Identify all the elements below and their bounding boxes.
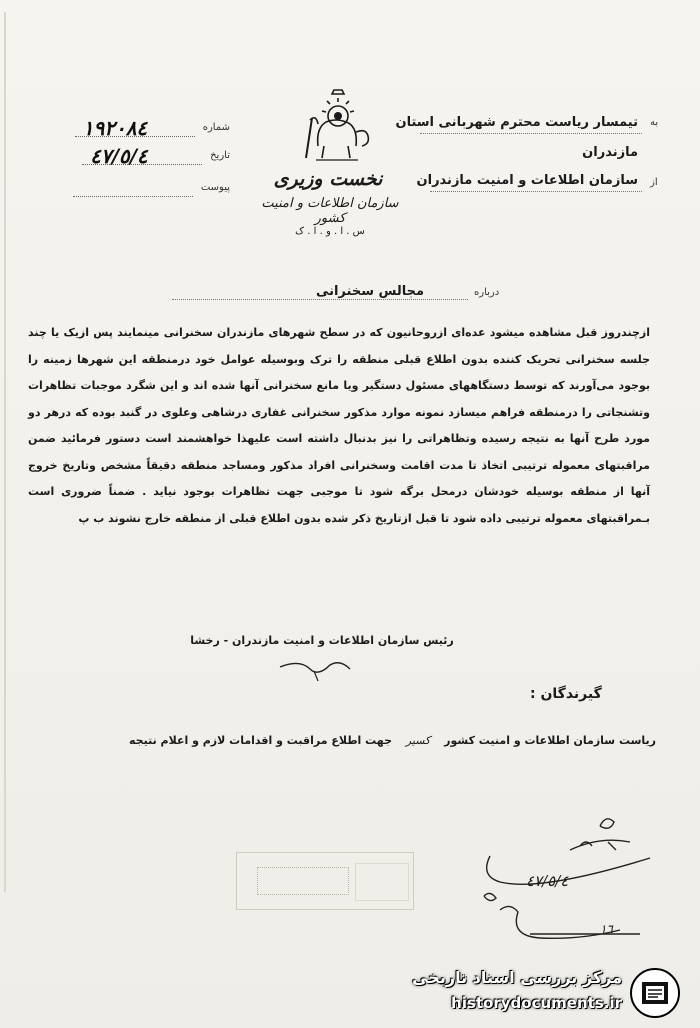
date-label: تاریخ xyxy=(210,150,230,161)
emblem-code: س . ا . و . ا . ک xyxy=(295,226,365,237)
to-line-1: تیمسار ریاست محترم شهربانی استان xyxy=(395,115,638,130)
body-paragraph: ازچندروز قبل مشاهده میشود عده‌ای ازروحانیون که در سطح شهرهای مازندران سخنرانی مینمایند پس ازیک یا چند جلسه سخنرانی تحریک کننده بدون اطلاع قبلی منطقه را ترک وبوسیله عوامل خود درمنطقه این شهرها زمینه را بوجود می‌آورند که توسط دستگاههای مسئول دستگیر ویا مانع سخنرانی آنها شده اند و این شگرد موجبات تظاهرات وتشنجاتی را درمنطقه فراهم میسازد نمونه موارد مذکور سخنرانی غفاری درشاهی وعلوی در گنبد بوده که درهر دو مورد طرح آنها به نتیجه رسیده وتظاهراتی را نیز بدنبال داشته است علیهذا خواهشمند است دستور فرمائید ضمن مراقبتهای معموله ترتیبی اتخاذ تا مدت اقامت وسخنرانی افراد مذکور ومساجد منطقه دقیقاً مشخص وتاریخ خروج آنها از منطقه بوسیله خودشان درمحل برگه شود تا موجبی جهت تظاهرات بوجود نیاید . ضمناً ضروری است بـمراقبتهای معموله ترتیبی داده شود تا قبل ازتاریخ ذکر شده بدون اطلاع قبلی از منطقه خارج نشوند ب پ xyxy=(28,326,650,525)
signature-title: رئیس سازمان اطلاعات و امنیت مازندران - رخشا xyxy=(190,634,454,647)
recipients-title: گیرندگان : xyxy=(530,686,602,702)
handwritten-date: ٤٧/٥/٤ xyxy=(526,872,569,890)
stamp-side-box xyxy=(355,863,409,901)
faint-stamp xyxy=(236,852,414,910)
watermark xyxy=(392,964,692,1024)
to-line-2: مازندران xyxy=(582,145,638,160)
attachment-line xyxy=(73,182,193,197)
signature-scribble xyxy=(270,655,360,685)
subject-key: درباره xyxy=(474,287,500,298)
from-value: سازمان اطلاعات و امنیت مازندران xyxy=(416,173,638,188)
handwritten-annotation xyxy=(470,806,670,956)
number-value: ١٩٢٠٨٤ xyxy=(82,116,148,140)
to-dotted-line xyxy=(420,133,642,134)
subject-dotted-line xyxy=(172,299,468,300)
number-line xyxy=(75,116,195,140)
date-line xyxy=(82,144,202,168)
archive-logo-icon xyxy=(628,966,682,1020)
savak-title: سازمان اطلاعات و امنیت کشور xyxy=(261,196,399,226)
from-dotted-line xyxy=(430,191,642,192)
watermark-url: historydocuments.ir xyxy=(451,994,622,1012)
prime-ministry-title: نخست وزیری xyxy=(273,168,383,190)
letter-body xyxy=(28,320,650,532)
meta-date-row xyxy=(82,144,230,168)
watermark-name: مرکز بررسی اسناد تاریخی xyxy=(412,968,622,987)
recipients-line xyxy=(36,734,656,747)
page-edge-mark xyxy=(4,12,6,892)
meta-number-row xyxy=(75,116,230,140)
meta-attachment-row xyxy=(73,182,230,197)
attachment-label: پیوست xyxy=(200,182,230,193)
to-key: به xyxy=(650,117,659,128)
lion-and-sun-emblem xyxy=(296,88,378,166)
recipient-purpose: جهت اطلاع مراقبت و اقدامات لازم و اعلام نتیجه xyxy=(129,734,392,747)
recipient-org: ریاست سازمان اطلاعات و امنیت کشور xyxy=(444,734,656,747)
recipient-handwritten-mark: کسیر xyxy=(405,734,431,747)
subject-value: مجالس سخنرانی xyxy=(315,284,425,299)
handwritten-ref: ١٦ xyxy=(600,922,613,936)
from-key: از xyxy=(650,177,658,188)
stamp-inner-box xyxy=(257,867,349,895)
date-value: ٤٧/٥/٤ xyxy=(90,144,148,168)
number-label: شماره xyxy=(202,122,230,133)
